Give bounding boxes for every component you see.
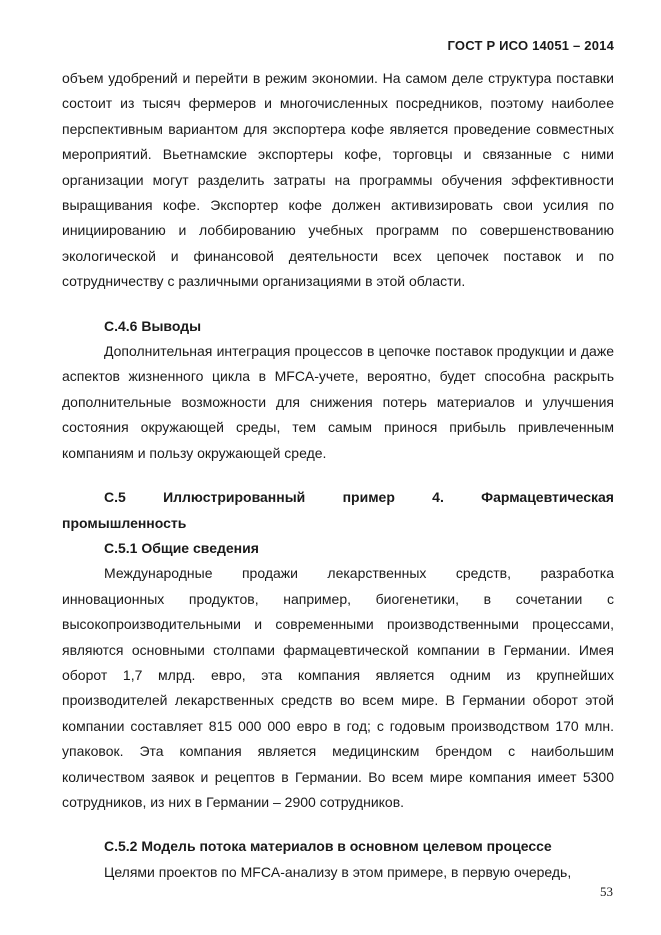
heading-word: 4.	[432, 489, 444, 506]
page-number: 53	[600, 884, 613, 899]
heading-word: Иллюстрированный	[163, 489, 306, 506]
body-paragraph-c51: Международные продажи лекарственных средств, разработка инновационных продуктов, например, биогенетики, в сочетании с высокопроизводительными и современными производственными процессами, являются основными столпами фармацевтической компании в Германии. Имея оборот 1,7 млрд. евро, эта компания является одним из крупнейших производителей лекарственных средств во всем мире. В Германии оборот этой компании составляет 815 000 000 евро в год; с годовым производством 170 млн. упаковок. Эта компания является медицинским брендом с наибольшим количеством заявок и рецептов в Германии. Во всем мире компания имеет 5300 сотрудников, из них в Германии – 2900 сотрудников.	[62, 565, 614, 810]
section-heading-c5	[62, 485, 614, 510]
heading-word: пример	[342, 489, 395, 506]
body-paragraph-c52: Целями проектов по MFCA-анализу в этом примере, в первую очередь,	[104, 863, 572, 880]
heading-word: С.5	[104, 489, 126, 506]
heading-word: Фармацевтическая	[481, 489, 614, 506]
section-heading-c51: С.5.1 Общие сведения	[104, 539, 259, 556]
section-heading-c52: С.5.2 Модель потока материалов в основном целевом процессе	[104, 838, 552, 855]
document-body	[62, 66, 614, 885]
standard-header: ГОСТ Р ИСО 14051 – 2014	[447, 38, 614, 53]
section-heading-c5-continuation: промышленность	[62, 514, 187, 531]
body-paragraph: объем удобрений и перейти в режим экономии. На самом деле структура поставки состоит из тысяч фермеров и многочисленных посредников, поэтому наиболее перспективным вариантом для экспортера кофе является проведение совместных мероприятий. Вьетнамские экспортеры кофе, торговцы и связанные с ними организации могут разделить затраты на программы обучения эффективности выращивания кофе. Экспортер кофе должен активизировать свои усилия по инициированию и лоббированию учебных программ по совершенствованию экологической и финансовой деятельности всех цепочек поставок и по сотрудничеству с различными организациями в этой области.	[62, 70, 614, 290]
body-paragraph-c46: Дополнительная интеграция процессов в цепочке поставок продукции и даже аспектов жизненного цикла в MFCA-учете, вероятно, будет способна раскрыть дополнительные возможности для снижения потерь материалов и улучшения состояния окружающей среды, тем самым принося прибыль привлеченным компаниям и пользу окружающей среде.	[62, 343, 614, 461]
section-heading-c46: С.4.6 Выводы	[104, 317, 202, 334]
